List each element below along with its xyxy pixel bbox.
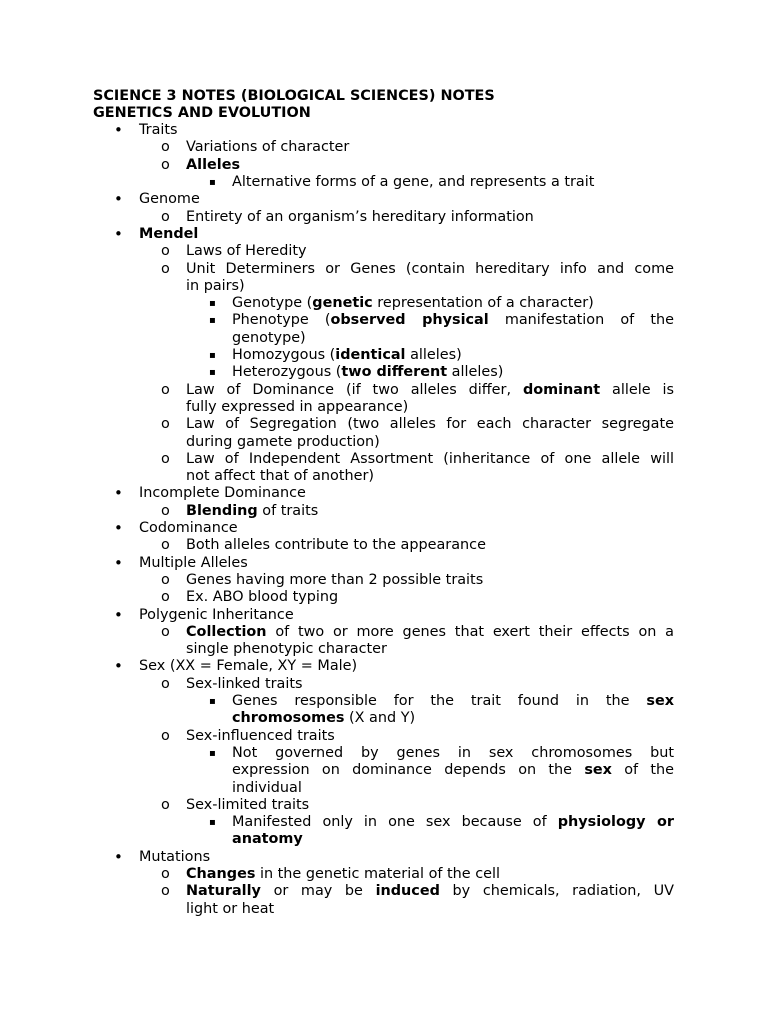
text-run: Polygenic Inheritance (139, 606, 294, 623)
text-run: Mutations (139, 848, 211, 865)
text-run: in pairs) (186, 277, 245, 294)
square-marker: ▪ (209, 350, 216, 361)
circle-marker: o (161, 450, 170, 467)
bold-text: sex (646, 693, 674, 709)
circle-marker: o (161, 589, 170, 606)
note-line (0, 330, 768, 347)
bullet-marker: • (114, 605, 123, 624)
circle-marker: o (161, 537, 170, 554)
line-text (139, 191, 200, 208)
line-text (139, 226, 198, 243)
note-line (0, 797, 768, 814)
document-heading (0, 105, 768, 122)
line-text (139, 849, 210, 866)
text-run: in the genetic material of the cell (255, 866, 500, 882)
note-line (0, 243, 768, 260)
circle-marker: o (161, 243, 170, 260)
text-run: Manifested only in one sex because of (232, 814, 558, 831)
text-run: Phenotype ( (232, 312, 331, 329)
line-text (232, 814, 674, 831)
line-text (186, 382, 674, 399)
circle-marker: o (161, 727, 170, 744)
note-line (0, 191, 768, 208)
text-run: Alternative forms of a gene, and represents a trait (232, 174, 595, 190)
text-run: single phenotypic character (186, 641, 387, 658)
line-text (186, 416, 674, 433)
text-run: Sex-limited traits (186, 796, 310, 813)
square-marker: ▪ (209, 696, 216, 707)
text-run: SCIENCE 3 NOTES (BIOLOGICAL SCIENCES) NOTES (93, 87, 495, 104)
line-text (186, 797, 309, 814)
note-line (0, 347, 768, 364)
circle-marker: o (161, 796, 170, 813)
bold-text: dominant (522, 381, 601, 398)
line-text (186, 157, 240, 174)
text-run: Sex-linked traits (186, 675, 303, 692)
text-run: Homozygous ( (232, 347, 336, 363)
bold-text: anatomy (232, 831, 303, 848)
square-marker: ▪ (209, 367, 216, 379)
note-line (0, 468, 768, 485)
bold-text: genetic (312, 295, 373, 312)
text-run: Law of Dominance (if two alleles differ, (186, 381, 523, 398)
square-marker: ▪ (209, 177, 216, 188)
circle-marker: o (161, 416, 170, 433)
circle-marker: o (161, 381, 170, 398)
bold-text: sex (584, 762, 612, 779)
line-text (139, 520, 238, 537)
note-line (0, 416, 768, 433)
text-run: allele is (600, 381, 674, 398)
text-run: by chemicals, radiation, UV (439, 883, 674, 900)
circle-marker: o (161, 208, 170, 225)
line-text (186, 572, 483, 589)
line-text (186, 624, 674, 641)
line-text (232, 693, 674, 710)
text-run: Variations of character (186, 139, 350, 156)
note-line (0, 589, 768, 606)
text-run: Multiple Alleles (139, 554, 248, 571)
note-line (0, 762, 768, 779)
text-run: representation of a character) (372, 295, 594, 312)
square-marker: ▪ (209, 298, 216, 310)
bold-text: physiology or (557, 814, 674, 831)
text-run: genotype) (232, 329, 306, 346)
line-text (186, 641, 387, 658)
line-text (139, 122, 178, 139)
note-line (0, 157, 768, 174)
bold-text: chromosomes (232, 710, 345, 727)
line-text (186, 261, 674, 278)
bold-text: two different (341, 364, 448, 381)
note-line (0, 434, 768, 451)
text-run: GENETICS AND EVOLUTION (93, 104, 311, 121)
note-line (0, 624, 768, 641)
text-run: light or heat (186, 900, 275, 917)
text-run: Ex. ABO blood typing (186, 589, 339, 606)
note-line (0, 572, 768, 589)
bold-text: Mendel (139, 225, 199, 242)
text-run: Sex (XX = Female, XY = Male) (139, 658, 358, 675)
line-text (93, 88, 495, 105)
note-line (0, 503, 768, 520)
bold-text: induced (375, 883, 440, 900)
circle-marker: o (161, 675, 170, 692)
note-line (0, 831, 768, 848)
line-text (186, 883, 674, 900)
text-run: Both alleles contribute to the appearance (186, 537, 486, 554)
note-line (0, 537, 768, 554)
line-text (186, 243, 307, 260)
note-line (0, 814, 768, 831)
line-text (232, 174, 594, 191)
line-text (186, 451, 674, 468)
text-run: not affect that of another) (186, 468, 374, 485)
line-text (232, 745, 674, 762)
line-text (139, 607, 294, 624)
note-line (0, 278, 768, 295)
note-line (0, 139, 768, 156)
text-run: of traits (257, 502, 319, 519)
text-run: (X and Y) (344, 710, 416, 727)
bold-text: Alleles (186, 156, 241, 173)
text-run: individual (232, 779, 302, 796)
text-run: Codominance (139, 520, 238, 536)
text-run: during gamete production) (186, 433, 380, 450)
bullet-marker: • (114, 484, 123, 503)
note-line (0, 555, 768, 572)
note-line (0, 883, 768, 900)
note-line (0, 364, 768, 381)
line-text (186, 503, 318, 520)
note-line (0, 710, 768, 727)
text-run: manifestation of the (488, 312, 674, 329)
line-text (186, 399, 408, 416)
circle-marker: o (161, 571, 170, 588)
text-run: Law of Independent Assortment (inheritance of one allele will (186, 450, 674, 467)
note-line (0, 382, 768, 399)
bullet-marker: • (114, 519, 123, 537)
line-text (232, 347, 462, 364)
text-run: Not governed by genes in sex chromosomes but (232, 744, 674, 761)
bold-text: Naturally (186, 883, 261, 900)
bold-text: Collection (186, 623, 267, 640)
text-run: alleles) (447, 364, 504, 381)
bullet-marker: • (114, 657, 123, 676)
note-line (0, 295, 768, 312)
text-run: alleles) (405, 347, 462, 363)
circle-marker: o (161, 502, 170, 519)
note-line (0, 866, 768, 883)
line-text (186, 209, 534, 226)
note-line (0, 849, 768, 866)
bullet-marker: • (114, 190, 123, 209)
text-run: Traits (139, 122, 178, 139)
line-text (186, 434, 380, 451)
bold-text: Changes (186, 866, 256, 882)
note-line (0, 485, 768, 502)
circle-marker: o (161, 623, 170, 640)
circle-marker: o (161, 139, 170, 156)
text-run: expression on dominance depends on the (232, 762, 585, 779)
circle-marker: o (161, 260, 170, 277)
line-text (232, 312, 674, 329)
line-text (186, 901, 274, 918)
line-text (186, 589, 338, 606)
line-text (186, 728, 335, 745)
note-line (0, 122, 768, 139)
text-run: Laws of Heredity (186, 243, 307, 260)
text-run: of the (611, 762, 674, 779)
text-run: Incomplete Dominance (139, 485, 306, 502)
text-run: or may be (260, 883, 376, 900)
note-line (0, 226, 768, 243)
square-marker: ▪ (209, 817, 216, 829)
document-heading (0, 88, 768, 105)
line-text (93, 105, 311, 122)
line-text (186, 537, 486, 554)
note-line (0, 676, 768, 693)
text-run: Genes responsible for the trait found in the (232, 693, 647, 709)
line-text (232, 364, 503, 381)
note-line (0, 520, 768, 537)
circle-marker: o (161, 883, 170, 900)
note-line (0, 174, 768, 191)
note-line (0, 780, 768, 797)
note-line (0, 658, 768, 675)
line-text (186, 468, 374, 485)
note-line (0, 745, 768, 762)
text-run: fully expressed in appearance) (186, 398, 409, 415)
note-line (0, 901, 768, 918)
line-text (139, 485, 306, 502)
line-text (186, 676, 302, 693)
text-run: Sex-influenced traits (186, 727, 335, 744)
note-line (0, 607, 768, 624)
note-line (0, 312, 768, 329)
line-text (232, 295, 594, 312)
note-line (0, 693, 768, 710)
line-text (232, 831, 303, 848)
text-run: Unit Determiners or Genes (contain hereditary info and come (186, 260, 674, 277)
square-marker: ▪ (209, 747, 216, 759)
bullet-marker: • (114, 224, 123, 243)
line-text (232, 330, 306, 347)
bold-text: Blending (186, 502, 258, 519)
note-line (0, 728, 768, 745)
line-text (139, 658, 357, 675)
bullet-marker: • (114, 121, 123, 140)
note-line (0, 451, 768, 468)
line-text (186, 866, 500, 883)
line-text (232, 710, 415, 727)
text-run: Genotype ( (232, 295, 313, 312)
line-text (232, 780, 302, 797)
note-line (0, 209, 768, 226)
bullet-marker: • (114, 553, 123, 572)
bullet-marker: • (114, 847, 123, 866)
line-text (186, 278, 245, 295)
line-text (186, 139, 349, 156)
text-run: Heterozygous ( (232, 364, 342, 381)
circle-marker: o (161, 866, 170, 882)
note-line (0, 399, 768, 416)
note-line (0, 261, 768, 278)
circle-marker: o (161, 156, 170, 173)
text-run: of two or more genes that exert their effects on a (266, 623, 674, 640)
note-line (0, 641, 768, 658)
text-run: Genes having more than 2 possible traits (186, 571, 484, 588)
line-text (139, 555, 248, 572)
square-marker: ▪ (209, 315, 216, 327)
text-run: Genome (139, 191, 200, 208)
bold-text: observed physical (330, 312, 489, 329)
text-run: Law of Segregation (two alleles for each character segregate (186, 416, 674, 433)
text-run: Entirety of an organism’s hereditary information (186, 208, 534, 225)
line-text (232, 762, 674, 779)
bold-text: identical (335, 347, 406, 363)
